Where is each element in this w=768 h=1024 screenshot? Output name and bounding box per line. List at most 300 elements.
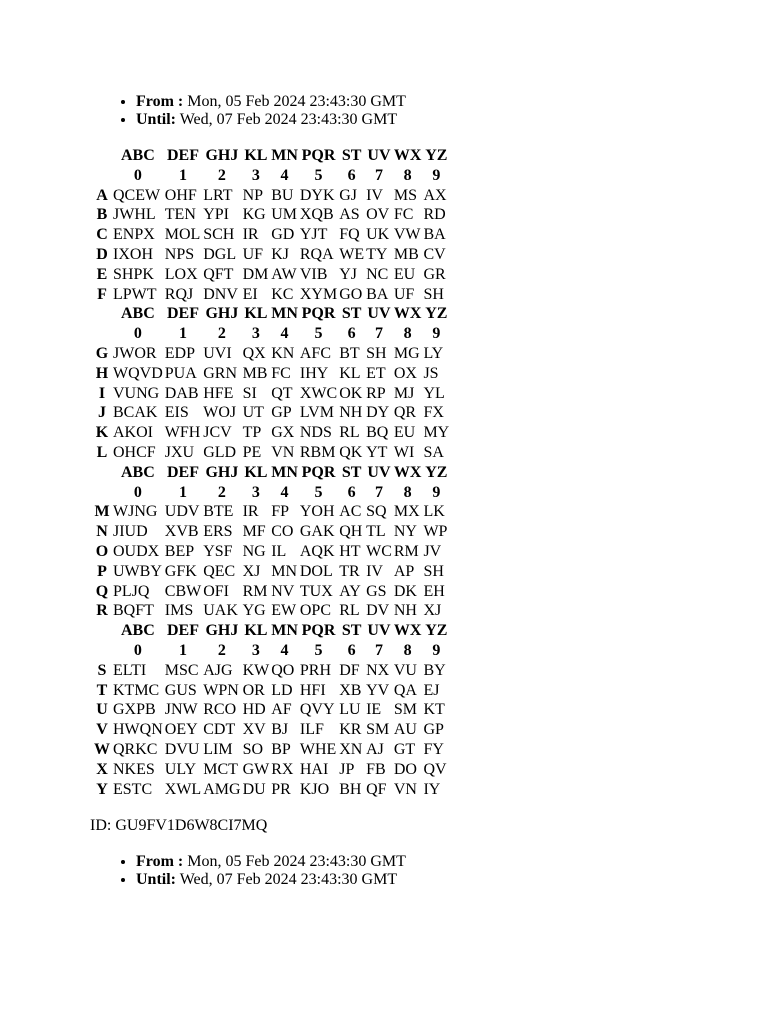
document-id: ID: GU9FV1D6W8CI7MQ: [90, 817, 268, 834]
grid-cell: YT: [366, 443, 388, 461]
grid-cell: PE: [242, 443, 262, 461]
grid-cell: QCEW: [113, 186, 161, 204]
grid-cell: XJ: [423, 602, 442, 620]
grid-cell: OEY: [164, 721, 198, 739]
grid-cell: DU: [242, 780, 266, 798]
grid-cell: GX: [271, 424, 295, 442]
grid-cell: IR: [242, 503, 259, 521]
code-grid-body: [94, 146, 449, 799]
grid-cell: UDV: [164, 503, 200, 521]
grid-row: [94, 542, 449, 562]
grid-cell: IHY: [299, 364, 329, 382]
column-digit-header: 5: [314, 166, 323, 184]
grid-cell: BQFT: [113, 602, 154, 620]
grid-cell: HWQN: [113, 721, 163, 739]
header-corner: [94, 166, 111, 186]
grid-cell: NX: [366, 661, 390, 679]
grid-cell: DM: [242, 265, 269, 283]
grid-cell: SO: [242, 740, 264, 758]
grid-row: [94, 225, 449, 245]
grid-cell: KJ: [271, 245, 289, 263]
grid-cell: OHCF: [113, 443, 156, 461]
grid-cell: JS: [423, 364, 439, 382]
grid-cell: MOL: [164, 226, 201, 244]
column-letter-header: MN: [271, 463, 298, 481]
grid-cell: MJ: [393, 384, 415, 402]
grid-cell: JV: [423, 542, 442, 560]
grid-cell: XN: [339, 740, 363, 758]
row-label: G: [95, 344, 109, 362]
validity-list-bottom: [90, 853, 536, 889]
column-letter-header: WX: [393, 463, 422, 481]
column-digit-header: 7: [374, 641, 383, 659]
grid-cell: LOX: [164, 265, 198, 283]
grid-cell: HAI: [299, 760, 329, 778]
column-letter-header: YZ: [425, 463, 448, 481]
grid-cell: BP: [271, 740, 291, 758]
grid-cell: BH: [339, 780, 362, 798]
column-letter-header: WX: [393, 147, 422, 164]
grid-cell: WE: [339, 245, 365, 263]
grid-cell: HT: [339, 542, 361, 560]
grid-row: [94, 403, 449, 423]
grid-cell: QEC: [203, 562, 236, 580]
column-letter-header: GHJ: [205, 305, 239, 323]
validity-list-top: [90, 93, 536, 129]
column-letter-header: YZ: [425, 147, 448, 164]
until-label: Until:: [136, 871, 176, 888]
grid-row: [94, 364, 449, 384]
grid-cell: TR: [339, 562, 360, 580]
column-digit-header: 1: [178, 641, 187, 659]
grid-cell: OV: [366, 206, 390, 224]
row-label: E: [96, 265, 108, 283]
column-digit-header: 8: [403, 483, 412, 501]
grid-cell: OFI: [203, 582, 229, 600]
row-label: O: [95, 542, 109, 560]
grid-cell: KG: [242, 206, 266, 224]
row-label: U: [96, 701, 108, 719]
grid-cell: AC: [339, 503, 362, 521]
row-label: D: [96, 245, 108, 263]
grid-cell: NC: [366, 265, 389, 283]
grid-cell: FC: [393, 206, 414, 224]
grid-cell: GFK: [164, 562, 197, 580]
grid-cell: RBM: [299, 443, 336, 461]
column-letter-header: KL: [244, 305, 268, 323]
grid-cell: SQ: [366, 503, 387, 521]
grid-cell: NG: [242, 542, 266, 560]
grid-row: [94, 443, 449, 463]
row-label: T: [96, 681, 108, 699]
column-letter-header: PQR: [301, 305, 336, 323]
header-corner: [94, 304, 111, 324]
grid-cell: YOH: [299, 503, 335, 521]
grid-cell: NH: [393, 602, 417, 620]
column-letter-header: UV: [367, 305, 391, 323]
until-label: Until:: [136, 111, 176, 128]
grid-cell: JNW: [164, 701, 198, 719]
grid-cell: RP: [366, 384, 386, 402]
grid-cell: RM: [242, 582, 268, 600]
grid-cell: RL: [339, 602, 360, 620]
grid-cell: KTMC: [113, 681, 160, 699]
grid-cell: KN: [271, 344, 295, 362]
column-digit-header: 9: [432, 166, 441, 184]
grid-cell: EI: [242, 285, 258, 303]
grid-cell: HFE: [203, 384, 234, 402]
grid-cell: GP: [423, 721, 444, 739]
grid-cell: YPI: [203, 206, 229, 224]
grid-cell: DV: [366, 602, 390, 620]
grid-cell: SH: [423, 562, 444, 580]
grid-cell: AJ: [366, 740, 384, 758]
column-digit-header: 2: [217, 166, 226, 184]
column-letter-header-row: [94, 463, 449, 483]
grid-cell: YJT: [299, 226, 328, 244]
grid-cell: RQA: [299, 245, 334, 263]
grid-cell: UK: [366, 226, 390, 244]
grid-cell: AKOI: [113, 424, 153, 442]
column-letter-header: ST: [341, 622, 362, 640]
grid-cell: UF: [393, 285, 415, 303]
column-digit-header: 7: [374, 483, 383, 501]
grid-cell: QT: [271, 384, 293, 402]
column-digit-header: 8: [403, 641, 412, 659]
grid-cell: GT: [393, 740, 416, 758]
grid-cell: OR: [242, 681, 265, 699]
grid-cell: RD: [423, 206, 446, 224]
grid-cell: DVU: [164, 740, 200, 758]
grid-cell: XQB: [299, 206, 334, 224]
grid-cell: MN: [271, 562, 297, 580]
column-digit-header: 8: [403, 325, 412, 343]
from-value: Mon, 05 Feb 2024 23:43:30 GMT: [187, 853, 406, 870]
grid-row: [94, 720, 449, 740]
grid-row: [94, 285, 449, 305]
column-letter-header: DEF: [166, 622, 199, 640]
grid-cell: IV: [366, 186, 383, 204]
column-letter-header: MN: [271, 305, 298, 323]
grid-cell: JIUD: [113, 523, 148, 541]
grid-cell: MF: [242, 523, 266, 541]
grid-cell: CBW: [164, 582, 202, 600]
header-corner: [94, 621, 111, 641]
grid-cell: EDP: [164, 344, 195, 362]
grid-cell: TP: [242, 424, 262, 442]
grid-cell: PUA: [164, 364, 197, 382]
grid-cell: QV: [423, 760, 447, 778]
grid-cell: GLD: [203, 443, 237, 461]
grid-cell: NDS: [299, 424, 332, 442]
row-label: W: [94, 740, 110, 758]
grid-cell: SI: [242, 384, 257, 402]
column-digit-header: 0: [133, 325, 142, 343]
validity-until-item: [136, 871, 536, 889]
grid-cell: VW: [393, 226, 421, 244]
grid-cell: SH: [366, 344, 387, 362]
grid-cell: AU: [393, 721, 417, 739]
grid-cell: OUDX: [113, 542, 160, 560]
grid-cell: LK: [423, 503, 445, 521]
validity-from-item: [136, 853, 536, 871]
column-letter-header: UV: [367, 147, 391, 164]
grid-cell: BEP: [164, 542, 195, 560]
row-label: L: [96, 443, 108, 461]
grid-cell: SM: [366, 721, 390, 739]
grid-cell: FC: [271, 364, 291, 382]
grid-cell: QO: [271, 661, 295, 679]
grid-cell: XWC: [299, 384, 338, 402]
grid-cell: LD: [271, 681, 293, 699]
grid-cell: WP: [423, 523, 448, 541]
grid-cell: UVI: [203, 344, 232, 362]
grid-cell: EIS: [164, 404, 189, 422]
column-letter-header-row: [94, 621, 449, 641]
from-value: Mon, 05 Feb 2024 23:43:30 GMT: [187, 93, 406, 110]
grid-cell: KT: [423, 701, 445, 719]
column-letter-header: KL: [244, 147, 268, 164]
row-label: N: [96, 523, 108, 541]
grid-cell: HFI: [299, 681, 326, 699]
column-digit-header: 8: [403, 166, 412, 184]
grid-cell: EU: [393, 265, 416, 283]
grid-cell: IL: [271, 542, 287, 560]
grid-cell: GR: [423, 265, 446, 283]
grid-cell: ET: [366, 364, 386, 382]
column-letter-header: PQR: [301, 147, 336, 164]
grid-cell: DY: [366, 404, 390, 422]
grid-cell: WHE: [299, 740, 337, 758]
grid-cell: KJO: [299, 780, 330, 798]
column-digit-header: 4: [280, 166, 289, 184]
grid-cell: BTE: [203, 503, 234, 521]
row-label: J: [98, 404, 106, 422]
grid-cell: BA: [423, 226, 446, 244]
grid-cell: RCO: [203, 701, 237, 719]
header-corner: [94, 641, 111, 661]
grid-cell: XYM: [299, 285, 338, 303]
grid-cell: LU: [339, 701, 361, 719]
column-letter-header: UV: [367, 622, 391, 640]
grid-cell: UWBY: [113, 562, 162, 580]
column-letter-header-row: [94, 146, 449, 166]
grid-cell: SHPK: [113, 265, 154, 283]
grid-cell: UT: [242, 404, 264, 422]
column-digit-header: 3: [251, 483, 260, 501]
from-label: From :: [136, 93, 184, 110]
grid-cell: TUX: [299, 582, 333, 600]
grid-cell: FY: [423, 740, 444, 758]
grid-cell: MCT: [203, 760, 238, 778]
grid-cell: KW: [242, 661, 270, 679]
column-digit-header: 7: [374, 325, 383, 343]
column-letter-header: WX: [393, 622, 422, 640]
grid-cell: EH: [423, 582, 445, 600]
grid-row: [94, 423, 449, 443]
header-corner: [94, 463, 111, 483]
grid-row: [94, 205, 449, 225]
grid-cell: JWHL: [113, 206, 156, 224]
column-digit-header: 1: [178, 166, 187, 184]
column-letter-header: ST: [341, 463, 362, 481]
grid-cell: JP: [339, 760, 355, 778]
row-label: V: [96, 721, 108, 739]
grid-cell: LVM: [299, 404, 334, 422]
column-digit-header: 7: [374, 166, 383, 184]
column-letter-header: ABC: [120, 622, 155, 640]
grid-cell: WPN: [203, 681, 239, 699]
grid-cell: WOJ: [203, 404, 237, 422]
grid-cell: ESTC: [113, 780, 153, 798]
grid-cell: GS: [366, 582, 387, 600]
header-corner: [94, 146, 111, 166]
grid-cell: RL: [339, 424, 360, 442]
column-digit-header: 2: [217, 483, 226, 501]
grid-cell: IV: [366, 562, 383, 580]
from-label: From :: [136, 853, 184, 870]
grid-cell: DYK: [299, 186, 335, 204]
column-digit-header: 5: [314, 325, 323, 343]
grid-cell: PRH: [299, 661, 331, 679]
grid-cell: RQJ: [164, 285, 194, 303]
column-letter-header: ST: [341, 305, 362, 323]
grid-cell: LIM: [203, 740, 233, 758]
column-digit-header: 6: [347, 166, 356, 184]
column-digit-header: 0: [133, 483, 142, 501]
grid-cell: EU: [393, 424, 416, 442]
grid-cell: VU: [393, 661, 417, 679]
grid-cell: SH: [423, 285, 444, 303]
grid-cell: HD: [242, 701, 266, 719]
header-corner: [94, 324, 111, 344]
grid-cell: ILF: [299, 721, 324, 739]
validity-until-item: [136, 111, 536, 129]
grid-cell: GRN: [203, 364, 237, 382]
grid-cell: DOL: [299, 562, 333, 580]
grid-cell: QF: [366, 780, 387, 798]
grid-cell: GD: [271, 226, 295, 244]
grid-cell: JWOR: [113, 344, 157, 362]
grid-cell: CO: [271, 523, 294, 541]
grid-cell: KC: [271, 285, 294, 303]
grid-row: [94, 344, 449, 364]
grid-cell: EJ: [423, 681, 440, 699]
grid-cell: BCAK: [113, 404, 158, 422]
column-digit-header: 5: [314, 483, 323, 501]
column-digit-header: 0: [133, 641, 142, 659]
grid-cell: ULY: [164, 760, 197, 778]
row-label: P: [97, 562, 107, 580]
grid-cell: IY: [423, 780, 441, 798]
until-value: Wed, 07 Feb 2024 23:43:30 GMT: [179, 111, 398, 128]
grid-cell: GW: [242, 760, 270, 778]
grid-cell: WI: [393, 443, 415, 461]
grid-cell: XB: [339, 681, 362, 699]
grid-cell: AFC: [299, 344, 331, 362]
grid-cell: BY: [423, 661, 446, 679]
grid-cell: SCH: [203, 226, 235, 244]
grid-cell: XV: [242, 721, 266, 739]
column-digit-header: 9: [432, 641, 441, 659]
grid-cell: OHF: [164, 186, 197, 204]
column-digit-header: 6: [347, 325, 356, 343]
grid-cell: AX: [423, 186, 447, 204]
column-digit-header: 6: [347, 641, 356, 659]
grid-cell: BT: [339, 344, 360, 362]
grid-cell: GXPB: [113, 701, 156, 719]
grid-cell: AF: [271, 701, 292, 719]
grid-row: [94, 186, 449, 206]
grid-cell: VN: [393, 780, 417, 798]
grid-cell: UF: [242, 245, 264, 263]
grid-cell: YV: [366, 681, 390, 699]
grid-cell: XWL: [164, 780, 202, 798]
grid-row: [94, 582, 449, 602]
column-digit-header: 3: [251, 325, 260, 343]
grid-cell: CV: [423, 245, 446, 263]
column-digit-header: 3: [251, 641, 260, 659]
grid-cell: BQ: [366, 424, 389, 442]
grid-row: [94, 740, 449, 760]
column-digit-header: 4: [280, 483, 289, 501]
grid-row: [94, 562, 449, 582]
column-letter-header: ABC: [120, 463, 155, 481]
grid-cell: AMG: [203, 780, 241, 798]
grid-cell: KR: [339, 721, 362, 739]
grid-cell: YJ: [339, 265, 357, 283]
grid-cell: VUNG: [113, 384, 160, 402]
column-digit-header: 2: [217, 641, 226, 659]
grid-cell: GAK: [299, 523, 335, 541]
row-label: C: [96, 226, 108, 244]
column-letter-header: ABC: [120, 305, 155, 323]
grid-cell: OPC: [299, 602, 331, 620]
column-letter-header: GHJ: [205, 463, 239, 481]
column-digit-header: 4: [280, 325, 289, 343]
grid-cell: LPWT: [113, 285, 157, 303]
column-letter-header: UV: [367, 463, 391, 481]
header-corner: [94, 483, 111, 503]
grid-cell: MSC: [164, 661, 199, 679]
grid-row: [94, 760, 449, 780]
grid-cell: DF: [339, 661, 360, 679]
grid-row: [94, 601, 449, 621]
grid-cell: YL: [423, 384, 445, 402]
grid-cell: TL: [366, 523, 386, 541]
row-label: R: [96, 602, 108, 620]
column-digit-header-row: [94, 483, 449, 503]
grid-cell: QFT: [203, 265, 234, 283]
column-letter-header: MN: [271, 147, 298, 164]
grid-cell: IMS: [164, 602, 194, 620]
grid-cell: IXOH: [113, 245, 153, 263]
column-letter-header: DEF: [166, 147, 199, 164]
grid-row: [94, 522, 449, 542]
grid-cell: GO: [339, 285, 363, 303]
grid-cell: LRT: [203, 186, 233, 204]
grid-cell: RX: [271, 760, 294, 778]
grid-cell: PLJQ: [113, 582, 150, 600]
grid-cell: MB: [242, 364, 268, 382]
grid-row: [94, 681, 449, 701]
column-letter-header: ST: [341, 147, 362, 164]
grid-cell: FX: [423, 404, 444, 422]
grid-cell: MX: [393, 503, 420, 521]
grid-cell: ENPX: [113, 226, 155, 244]
column-digit-header: 0: [133, 166, 142, 184]
grid-cell: AQK: [299, 542, 335, 560]
